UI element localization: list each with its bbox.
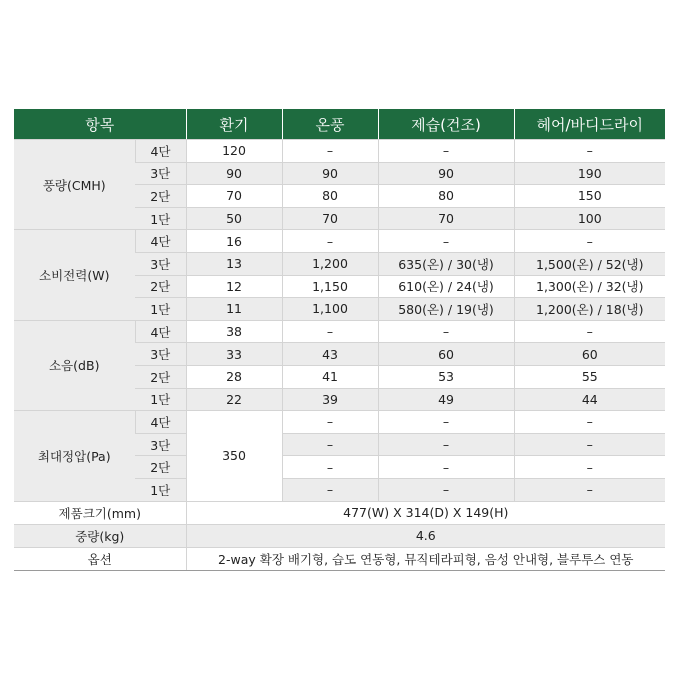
value-cell: – (378, 411, 514, 434)
table-row (14, 320, 665, 343)
options-label: 옵션 (14, 547, 186, 570)
value-cell: 39 (282, 388, 378, 411)
value-cell: – (378, 320, 514, 343)
value-cell: 610(온) / 24(냉) (378, 275, 514, 298)
category-airflow: 풍량(CMH) (14, 140, 135, 230)
value-cell: 12 (186, 275, 282, 298)
level-cell: 2단 (135, 185, 186, 208)
spec-table (14, 109, 665, 571)
value-cell: – (378, 230, 514, 253)
header-dehumidify: 제습(건조) (378, 109, 514, 140)
value-cell: 190 (514, 162, 665, 185)
value-cell: 43 (282, 343, 378, 366)
value-cell: – (378, 456, 514, 479)
level-cell: 1단 (135, 207, 186, 230)
table-row (14, 140, 665, 163)
value-cell: 60 (378, 343, 514, 366)
header-warm-air: 온풍 (282, 109, 378, 140)
value-cell: 150 (514, 185, 665, 208)
size-value: 477(W) X 314(D) X 149(H) (186, 501, 665, 524)
level-cell: 2단 (135, 456, 186, 479)
value-cell: – (514, 456, 665, 479)
value-cell: 80 (282, 185, 378, 208)
value-cell: 1,100 (282, 298, 378, 321)
value-cell: 16 (186, 230, 282, 253)
value-cell: – (282, 456, 378, 479)
value-cell: 38 (186, 320, 282, 343)
level-cell: 3단 (135, 162, 186, 185)
value-cell: 28 (186, 365, 282, 388)
value-cell: 50 (186, 207, 282, 230)
pressure-merged-value: 350 (186, 411, 282, 501)
value-cell: – (378, 478, 514, 501)
level-cell: 1단 (135, 388, 186, 411)
level-cell: 3단 (135, 343, 186, 366)
table-row (14, 501, 665, 524)
value-cell: 22 (186, 388, 282, 411)
header-hair-body-dry: 헤어/바디드라이 (514, 109, 665, 140)
level-cell: 4단 (135, 411, 186, 434)
level-cell: 2단 (135, 275, 186, 298)
value-cell: – (514, 433, 665, 456)
category-power: 소비전력(W) (14, 230, 135, 320)
value-cell: – (378, 140, 514, 163)
weight-value: 4.6 (186, 524, 665, 547)
value-cell: – (282, 230, 378, 253)
level-cell: 3단 (135, 433, 186, 456)
value-cell: – (282, 140, 378, 163)
options-value: 2-way 확장 배기형, 습도 연동형, 뮤직테라피형, 음성 안내형, 블루투스 연동 (186, 547, 665, 570)
weight-label: 중량(kg) (14, 524, 186, 547)
value-cell: 70 (186, 185, 282, 208)
table-row (14, 524, 665, 547)
value-cell: – (282, 320, 378, 343)
value-cell: – (282, 433, 378, 456)
value-cell: – (282, 478, 378, 501)
value-cell: 100 (514, 207, 665, 230)
level-cell: 3단 (135, 252, 186, 275)
value-cell: 13 (186, 252, 282, 275)
value-cell: 90 (378, 162, 514, 185)
category-max-pressure: 최대정압(Pa) (14, 411, 135, 501)
size-label: 제품크기(mm) (14, 501, 186, 524)
value-cell: – (378, 433, 514, 456)
header-row (14, 109, 665, 140)
value-cell: 635(온) / 30(냉) (378, 252, 514, 275)
header-item: 항목 (14, 109, 186, 140)
level-cell: 1단 (135, 478, 186, 501)
value-cell: 80 (378, 185, 514, 208)
value-cell: 11 (186, 298, 282, 321)
level-cell: 1단 (135, 298, 186, 321)
level-cell: 2단 (135, 365, 186, 388)
level-cell: 4단 (135, 320, 186, 343)
header-ventilation: 환기 (186, 109, 282, 140)
value-cell: 1,200(온) / 18(냉) (514, 298, 665, 321)
value-cell: 90 (282, 162, 378, 185)
table-row (14, 547, 665, 570)
value-cell: 41 (282, 365, 378, 388)
value-cell: – (514, 230, 665, 253)
value-cell: 49 (378, 388, 514, 411)
value-cell: – (514, 320, 665, 343)
value-cell: 1,300(온) / 32(냉) (514, 275, 665, 298)
value-cell: 1,150 (282, 275, 378, 298)
category-noise: 소음(dB) (14, 320, 135, 410)
level-cell: 4단 (135, 230, 186, 253)
value-cell: 53 (378, 365, 514, 388)
value-cell: 55 (514, 365, 665, 388)
value-cell: 1,200 (282, 252, 378, 275)
table-row (14, 230, 665, 253)
value-cell: 44 (514, 388, 665, 411)
value-cell: – (282, 411, 378, 434)
value-cell: 33 (186, 343, 282, 366)
value-cell: 70 (282, 207, 378, 230)
value-cell: – (514, 411, 665, 434)
value-cell: 580(온) / 19(냉) (378, 298, 514, 321)
value-cell: 70 (378, 207, 514, 230)
value-cell: 120 (186, 140, 282, 163)
value-cell: 90 (186, 162, 282, 185)
value-cell: – (514, 140, 665, 163)
value-cell: – (514, 478, 665, 501)
table-row (14, 411, 665, 434)
level-cell: 4단 (135, 140, 186, 163)
value-cell: 60 (514, 343, 665, 366)
value-cell: 1,500(온) / 52(냉) (514, 252, 665, 275)
